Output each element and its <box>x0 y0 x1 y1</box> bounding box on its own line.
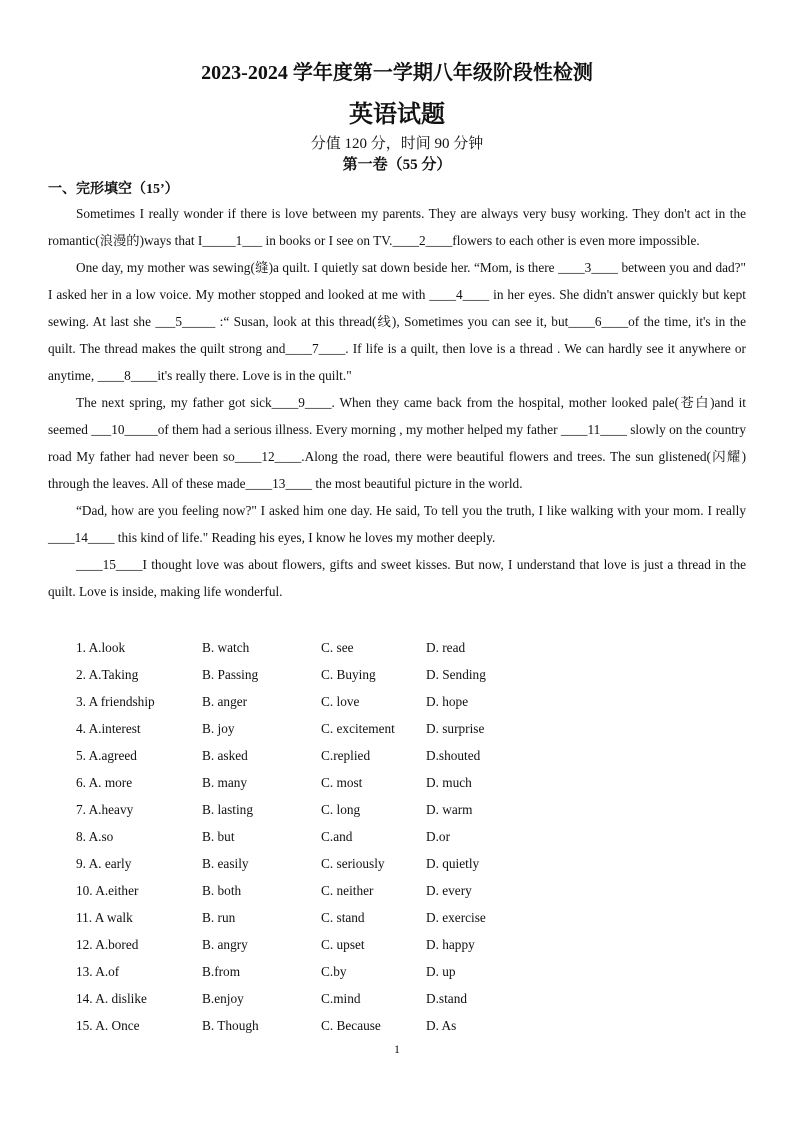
option-row <box>76 931 596 958</box>
option-a: 11. A walk <box>76 910 133 925</box>
option-a: 3. A friendship <box>76 694 155 709</box>
cloze-passage <box>48 200 746 605</box>
option-row <box>76 850 596 877</box>
option-row <box>76 877 596 904</box>
option-c: C.mind <box>321 991 361 1006</box>
option-b: B. but <box>202 829 235 844</box>
passage-paragraph: “Dad, how are you feeling now?" I asked him one day. He said, To tell you the truth, I like walking with your mom. I really ____14____ this kind of life." Reading his eyes, I know he loves my mother deeply. <box>48 503 746 545</box>
option-c: C.and <box>321 829 353 844</box>
option-b: B.enjoy <box>202 991 244 1006</box>
passage-paragraph: ____15____I thought love was about flowers, gifts and sweet kisses. But now, I understand that love is just a thread in the quilt. Love is inside, making life wonderful. <box>48 557 746 599</box>
option-c: C. Because <box>321 1018 381 1033</box>
option-c: C. excitement <box>321 721 395 736</box>
option-a: 8. A.so <box>76 829 114 844</box>
option-c: C. love <box>321 694 360 709</box>
option-c: C. most <box>321 775 363 790</box>
option-a: 1. A.look <box>76 640 126 655</box>
option-row <box>76 634 596 661</box>
option-b: B. Passing <box>202 667 259 682</box>
option-a: 9. A. early <box>76 856 132 871</box>
option-d: D. surprise <box>426 721 485 736</box>
option-row <box>76 688 596 715</box>
option-a: 13. A.of <box>76 964 120 979</box>
option-c: C. neither <box>321 883 374 898</box>
option-d: D. happy <box>426 937 475 952</box>
option-d: D. hope <box>426 694 469 709</box>
option-a: 6. A. more <box>76 775 133 790</box>
option-row <box>76 904 596 931</box>
option-b: B. easily <box>202 856 249 871</box>
option-c: C. Buying <box>321 667 376 682</box>
score-time-info: 分值 120 分，时间 90 分钟 <box>310 136 484 152</box>
option-row <box>76 769 596 796</box>
option-d: D. much <box>426 775 472 790</box>
passage-paragraph: Sometimes I really wonder if there is love between my parents. They are always very busy working. They don't act in the romantic(浪漫的)ways that I_____1___ in books or I see on TV.____2____flowers to each other is even more impossible. <box>48 206 746 248</box>
option-d: D.shouted <box>426 748 481 763</box>
passage-paragraph: The next spring, my father got sick____9____. When they came back from the hospital, mother looked pale(苍白)and it seemed ___10_____of them had a serious illness. Every morning , my mother helped my father ____11____ slowly on the country road My father had never been so____12____.Along the road, there were beautiful flowers and trees. The sun glistened(闪耀) through the leaves. All of these made____13____ the most beautiful picture in the world. <box>48 395 746 491</box>
option-a: 12. A.bored <box>76 937 139 952</box>
option-b: B. anger <box>202 694 248 709</box>
option-c: C. seriously <box>321 856 385 871</box>
subject-title: 英语试题 <box>349 102 445 128</box>
option-a: 14. A. dislike <box>76 991 147 1006</box>
option-a: 7. A.heavy <box>76 802 134 817</box>
option-b: B. Though <box>202 1018 259 1033</box>
option-c: C. stand <box>321 910 365 925</box>
option-a: 4. A.interest <box>76 721 141 736</box>
passage-paragraph: One day, my mother was sewing(缝)a quilt. I quietly sat down beside her. “Mom, is there ____3____ between you and dad?" I asked her in a low voice. My mother stopped and looked at me with ____4____ in her eyes. She didn't answer quickly but kept sewing. At last she ___5_____ :“ Susan, look at this thread(线), Sometimes you can see it, but____6____of the time, it's in the quilt. The thread makes the quilt strong and____7____. If life is a quilt, then love is a thread . We can hardly see it anywhere or anytime, ____8____it's really there. Love is in the quilt." <box>48 260 746 383</box>
option-b: B. both <box>202 883 242 898</box>
option-d: D. Sending <box>426 667 486 682</box>
answer-options <box>76 634 596 1039</box>
option-b: B. joy <box>202 721 235 736</box>
option-b: B. asked <box>202 748 248 763</box>
option-b: B.from <box>202 964 241 979</box>
option-row <box>76 985 596 1012</box>
option-row <box>76 796 596 823</box>
option-row <box>76 715 596 742</box>
option-row <box>76 823 596 850</box>
option-a: 5. A.agreed <box>76 748 137 763</box>
option-c: C. upset <box>321 937 365 952</box>
option-d: D. As <box>426 1018 457 1033</box>
option-d: D. warm <box>426 802 473 817</box>
option-row <box>76 1012 596 1039</box>
option-b: B. angry <box>202 937 248 952</box>
option-c: C.by <box>321 964 347 979</box>
option-a: 2. A.Taking <box>76 667 139 682</box>
part-heading: 第一卷（55 分） <box>342 157 452 173</box>
option-d: D. read <box>426 640 466 655</box>
option-d: D.or <box>426 829 451 844</box>
option-c: C. long <box>321 802 361 817</box>
option-d: D. exercise <box>426 910 486 925</box>
option-b: B. lasting <box>202 802 253 817</box>
option-row <box>76 661 596 688</box>
option-a: 10. A.either <box>76 883 139 898</box>
option-c: C. see <box>321 640 354 655</box>
exam-title: 2023-2024 学年度第一学期八年级阶段性检测 <box>201 62 593 84</box>
option-a: 15. A. Once <box>76 1018 140 1033</box>
option-b: B. watch <box>202 640 250 655</box>
option-d: D. up <box>426 964 456 979</box>
option-d: D. every <box>426 883 472 898</box>
option-c: C.replied <box>321 748 371 763</box>
option-d: D. quietly <box>426 856 480 871</box>
option-row <box>76 742 596 769</box>
option-b: B. run <box>202 910 236 925</box>
page-number: 1 <box>394 1042 400 1056</box>
option-row <box>76 958 596 985</box>
section-heading: 一、完形填空（15’） <box>48 182 179 197</box>
option-b: B. many <box>202 775 248 790</box>
option-d: D.stand <box>426 991 467 1006</box>
